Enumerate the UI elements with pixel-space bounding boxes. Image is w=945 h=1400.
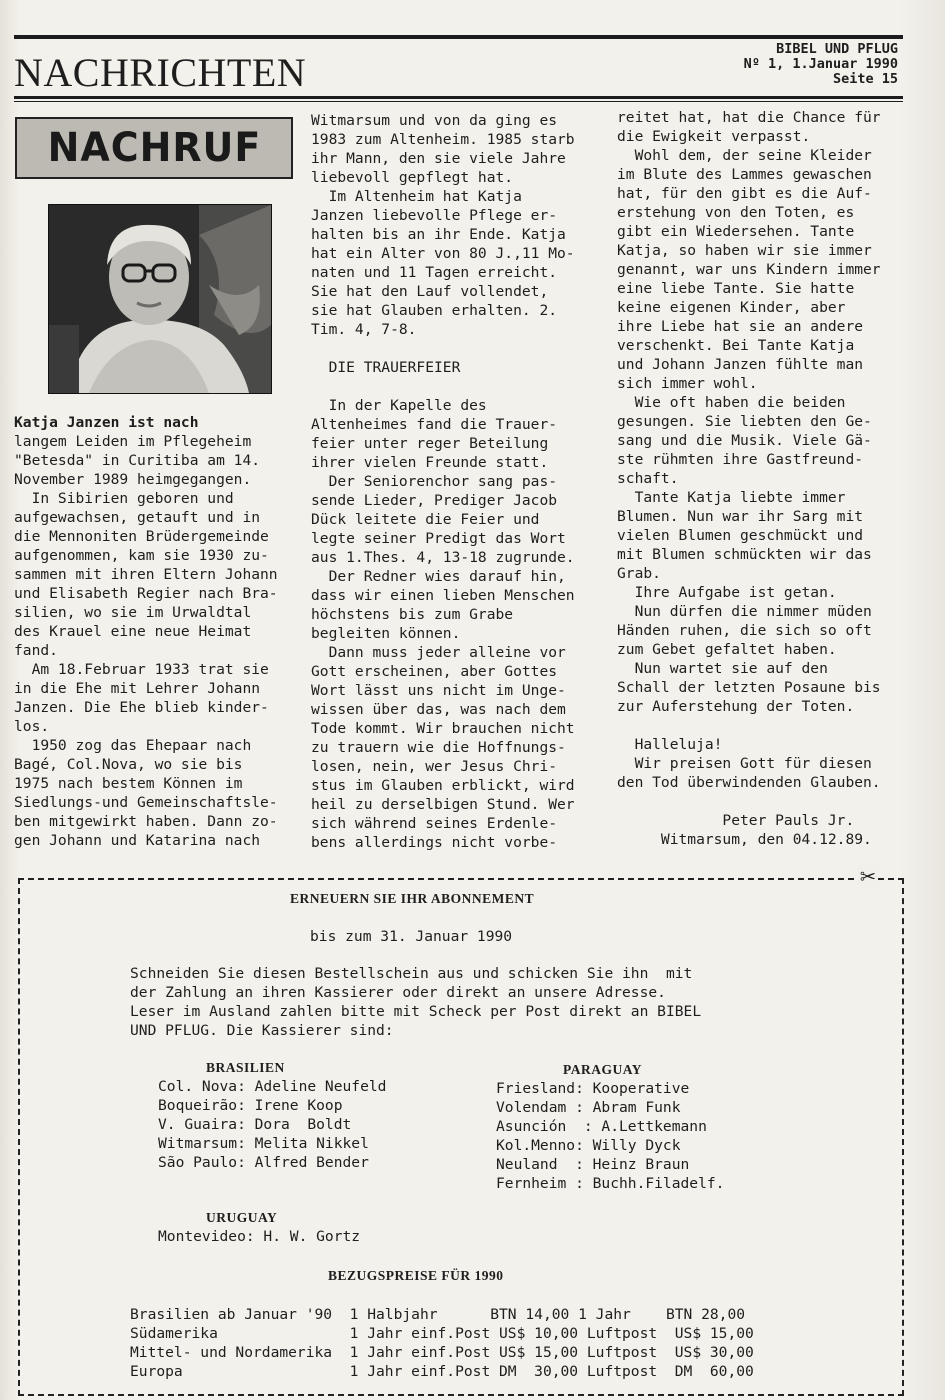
column-2-line: zu trauern wie die Hoffnungs- [311, 739, 566, 756]
cashier-entry: Volendam : Abram Funk [496, 1099, 681, 1116]
column-3-line: zum Gebet gefaltet haben. [617, 641, 837, 658]
column-2-line: hat ein Alter von 80 J.,11 Mo- [311, 245, 575, 262]
column-1-line: ben mitgewirkt haben. Dann zo- [14, 813, 278, 830]
column-2-line: Der Seniorenchor sang pas- [311, 473, 558, 490]
column-3-line [617, 792, 881, 811]
coupon-instructions [130, 964, 701, 1040]
column-2-line [311, 377, 575, 396]
column-3-line: genannt, war uns Kindern immer [617, 261, 881, 278]
cashier-entry: Witmarsum: Melita Nikkel [158, 1135, 369, 1152]
obituary-heading: NACHRUF [47, 125, 261, 171]
column-2-line: In der Kapelle des [311, 397, 487, 414]
column-2-line: Im Altenheim hat Katja [311, 188, 522, 205]
column-3-line: Witmarsum, den 04.12.89. [617, 831, 872, 848]
column-2-line: DIE TRAUERFEIER [311, 359, 461, 376]
column-2-line: feier unter reger Beteilung [311, 435, 549, 452]
column-3-line: Nun wartet sie auf den [617, 660, 828, 677]
column-1-line: und Elisabeth Regier nach Bra- [14, 585, 278, 602]
column-2-line: stus im Glauben erblickt, wird [311, 777, 575, 794]
header-rule-bottom-thin [14, 101, 903, 102]
issue-number: Nº 1, 1.Januar 1990 [743, 56, 898, 72]
coupon-title: ERNEUERN SIE IHR ABONNEMENT [290, 891, 535, 906]
obituary-column-1 [14, 413, 278, 850]
cashier-entry: Montevideo: H. W. Gortz [158, 1228, 361, 1245]
publication-name: BIBEL UND PFLUG [776, 41, 898, 57]
column-3-line: Peter Pauls Jr. [617, 812, 855, 829]
column-3-line: zur Auferstehung der Toten. [617, 698, 855, 715]
price-row: Brasilien ab Januar '90 1 Halbjahr BTN 14,00 1 Jahr BTN 28,00 [130, 1306, 746, 1323]
column-2-line: höchstens bis zum Grabe [311, 606, 514, 623]
column-1-line: aufgenommen, kam sie 1930 zu- [14, 547, 269, 564]
page-number: Seite 15 [832, 71, 898, 87]
header-rule-top [14, 35, 903, 39]
column-2-line: aus 1.Thes. 4, 13-18 zugrunde. [311, 549, 575, 566]
column-1-line: Janzen. Die Ehe blieb kinder- [14, 699, 269, 716]
cashier-entry: Col. Nova: Adeline Neufeld [158, 1078, 387, 1095]
column-3-line: und Johann Janzen fühlte man [617, 356, 864, 373]
brasilien-list [158, 1077, 386, 1172]
column-1-line: sammen mit ihren Eltern Johann [14, 566, 278, 583]
issue-info [744, 42, 898, 87]
column-1-line: silien, wo sie im Urwaldtal [14, 604, 252, 621]
column-2-line [311, 339, 575, 358]
column-3-line: die Ewigkeit verpasst. [617, 128, 811, 145]
obituary-column-2 [311, 111, 575, 852]
column-3-line: schaft. [617, 470, 679, 487]
column-3-line: Katja, so haben wir sie immer [617, 242, 872, 259]
column-2-line: Witmarsum und von da ging es [311, 112, 558, 129]
column-3-line: Ihre Aufgabe ist getan. [617, 584, 837, 601]
column-2-line: Janzen liebevolle Pflege er- [311, 207, 558, 224]
price-row: Südamerika 1 Jahr einf.Post US$ 10,00 Luftpost US$ 15,00 [130, 1325, 754, 1342]
instruction-line: Schneiden Sie diesen Bestellschein aus und schicken Sie ihn mit [130, 965, 693, 982]
column-2-line: heil zu derselbigen Stund. Wer [311, 796, 575, 813]
column-1-line: in die Ehe mit Lehrer Johann [14, 680, 261, 697]
price-row: Mittel- und Nordamerika 1 Jahr einf.Post US$ 15,00 Luftpost US$ 30,00 [130, 1344, 754, 1361]
column-3-line: gibt ein Wiedersehen. Tante [617, 223, 855, 240]
column-1-line: Siedlungs-und Gemeinschaftsle- [14, 794, 278, 811]
column-1-line: 1950 zog das Ehepaar nach [14, 737, 252, 754]
column-1-line: langem Leiden im Pflegeheim [14, 433, 252, 450]
column-3-line: Halleluja! [617, 736, 723, 753]
column-1-line: aufgewachsen, getauft und in [14, 509, 261, 526]
column-2-line: wissen über das, was nach dem [311, 701, 566, 718]
column-1-line: los. [14, 718, 50, 735]
section-title: NACHRICHTEN [14, 50, 307, 95]
column-3-line: Schall der letzten Posaune bis [617, 679, 881, 696]
column-1-line: des Krauel eine neue Heimat [14, 623, 252, 640]
column-3-line: mit Blumen schmückten wir das [617, 546, 872, 563]
column-3-line: vielen Blumen geschmückt und [617, 527, 864, 544]
instruction-line: UND PFLUG. Die Kassierer sind: [130, 1022, 394, 1039]
column-3-line: Wie oft haben die beiden [617, 394, 846, 411]
column-1-line: die Mennoniten Brüdergemeinde [14, 528, 269, 545]
column-2-line: naten und 11 Tagen erreicht. [311, 264, 558, 281]
column-1-line: In Sibirien geboren und [14, 490, 234, 507]
column-1-line: Katja Janzen ist nach [14, 414, 199, 431]
column-3-line: ste rühmten ihre Gastfreund- [617, 451, 864, 468]
column-3-line: sang und die Musik. Viele Gä- [617, 432, 872, 449]
paraguay-list [496, 1079, 724, 1193]
cashier-entry: Fernheim : Buchh.Filadelf. [496, 1175, 725, 1192]
instruction-line: Leser im Ausland zahlen bitte mit Scheck per Post direkt an BIBEL [130, 1003, 702, 1020]
column-2-line: bens allerdings nicht vorbe- [311, 834, 558, 851]
cashier-entry: Kol.Menno: Willy Dyck [496, 1137, 681, 1154]
column-3-line: gesungen. Sie liebten den Ge- [617, 413, 872, 430]
column-3-line: Blumen. Nun war ihr Sarg mit [617, 508, 864, 525]
column-2-line: ihrer vielen Freunde statt. [311, 454, 549, 471]
column-3-line: Grab. [617, 565, 661, 582]
column-2-line: halten bis an ihr Ende. Katja [311, 226, 566, 243]
column-1-line: fand. [14, 642, 58, 659]
column-3-line: im Blute des Lammes gewaschen [617, 166, 872, 183]
uruguay-list [158, 1227, 360, 1246]
column-3-line: den Tod überwindenden Glauben. [617, 774, 881, 791]
scissors-icon: ✂ [860, 862, 876, 892]
obituary-heading-box [15, 117, 293, 179]
column-3-line: hat, für den gibt es die Auf- [617, 185, 872, 202]
column-2-line: Dück leitete die Feier und [311, 511, 540, 528]
column-2-line: 1983 zum Altenheim. 1985 starb [311, 131, 575, 148]
column-2-line: losen, nein, wer Jesus Chri- [311, 758, 558, 775]
column-1-line: "Betesda" in Curitiba am 14. [14, 452, 261, 469]
cashier-entry: Asunción : A.Lettkemann [496, 1118, 707, 1135]
paraguay-heading: PARAGUAY [563, 1062, 643, 1077]
column-3-line: keine eigenen Kinder, aber [617, 299, 846, 316]
cashier-entry: V. Guaira: Dora Boldt [158, 1116, 352, 1133]
column-2-line: Tode kommt. Wir brauchen nicht [311, 720, 575, 737]
cashier-entry: Neuland : Heinz Braun [496, 1156, 690, 1173]
obituary-column-3 [617, 108, 881, 849]
cashier-entry: Boqueirão: Irene Koop [158, 1097, 343, 1114]
column-2-line: sie hat Glauben erhalten. 2. [311, 302, 558, 319]
column-3-line: verschenkt. Bei Tante Katja [617, 337, 855, 354]
column-2-line: sende Lieder, Prediger Jacob [311, 492, 558, 509]
column-3-line: reitet hat, hat die Chance für [617, 109, 881, 126]
column-1-line: Bagé, Col.Nova, wo sie bis [14, 756, 243, 773]
column-1-line: gen Johann und Katarina nach [14, 832, 261, 849]
header-rule-bottom [14, 96, 903, 99]
column-3-line: ihre Liebe hat sie an andere [617, 318, 864, 335]
column-1-line: 1975 nach bestem Können im [14, 775, 243, 792]
column-2-line: Tim. 4, 7-8. [311, 321, 417, 338]
prices-heading: BEZUGSPREISE FÜR 1990 [328, 1268, 504, 1283]
column-1-line: November 1989 heimgegangen. [14, 471, 252, 488]
column-2-line: sich während seines Erdenle- [311, 815, 558, 832]
column-2-line: dass wir einen lieben Menschen [311, 587, 575, 604]
column-2-line: Dann muss jeder alleine vor [311, 644, 566, 661]
column-2-line: ihr Mann, den sie viele Jahre [311, 150, 566, 167]
column-3-line: Tante Katja liebte immer [617, 489, 846, 506]
column-3-line: Händen ruhen, die sich so oft [617, 622, 872, 639]
cashier-entry: São Paulo: Alfred Bender [158, 1154, 369, 1171]
coupon-deadline: bis zum 31. Januar 1990 [310, 928, 513, 945]
brasilien-heading: BRASILIEN [206, 1060, 285, 1075]
column-2-line: Wort lässt uns nicht im Unge- [311, 682, 566, 699]
column-2-line: begleiten können. [311, 625, 461, 642]
column-2-line: legte seiner Predigt das Wort [311, 530, 566, 547]
column-2-line: Der Redner wies darauf hin, [311, 568, 566, 585]
column-2-line: Sie hat den Lauf vollendet, [311, 283, 549, 300]
uruguay-heading: URUGUAY [206, 1210, 278, 1225]
column-2-line: Gott erscheinen, aber Gottes [311, 663, 558, 680]
column-3-line [617, 716, 881, 735]
column-2-line: liebevoll gepflegt hat. [311, 169, 514, 186]
column-3-line: Nun dürfen die nimmer müden [617, 603, 872, 620]
price-row: Europa 1 Jahr einf.Post DM 30,00 Luftpost DM 60,00 [130, 1363, 754, 1380]
prices-table [130, 1305, 754, 1381]
column-3-line: Wohl dem, der seine Kleider [617, 147, 872, 164]
instruction-line: der Zahlung an ihren Kassierer oder direkt an unsere Adresse. [130, 984, 666, 1001]
column-3-line: sich immer wohl. [617, 375, 758, 392]
column-3-line: Wir preisen Gott für diesen [617, 755, 872, 772]
cashier-entry: Friesland: Kooperative [496, 1080, 690, 1097]
column-3-line: eine liebe Tante. Sie hatte [617, 280, 855, 297]
portrait-photo [48, 204, 272, 394]
column-2-line: Altenheimes fand die Trauer- [311, 416, 558, 433]
column-1-line: Am 18.Februar 1933 trat sie [14, 661, 269, 678]
column-3-line: erstehung von den Toten, es [617, 204, 855, 221]
